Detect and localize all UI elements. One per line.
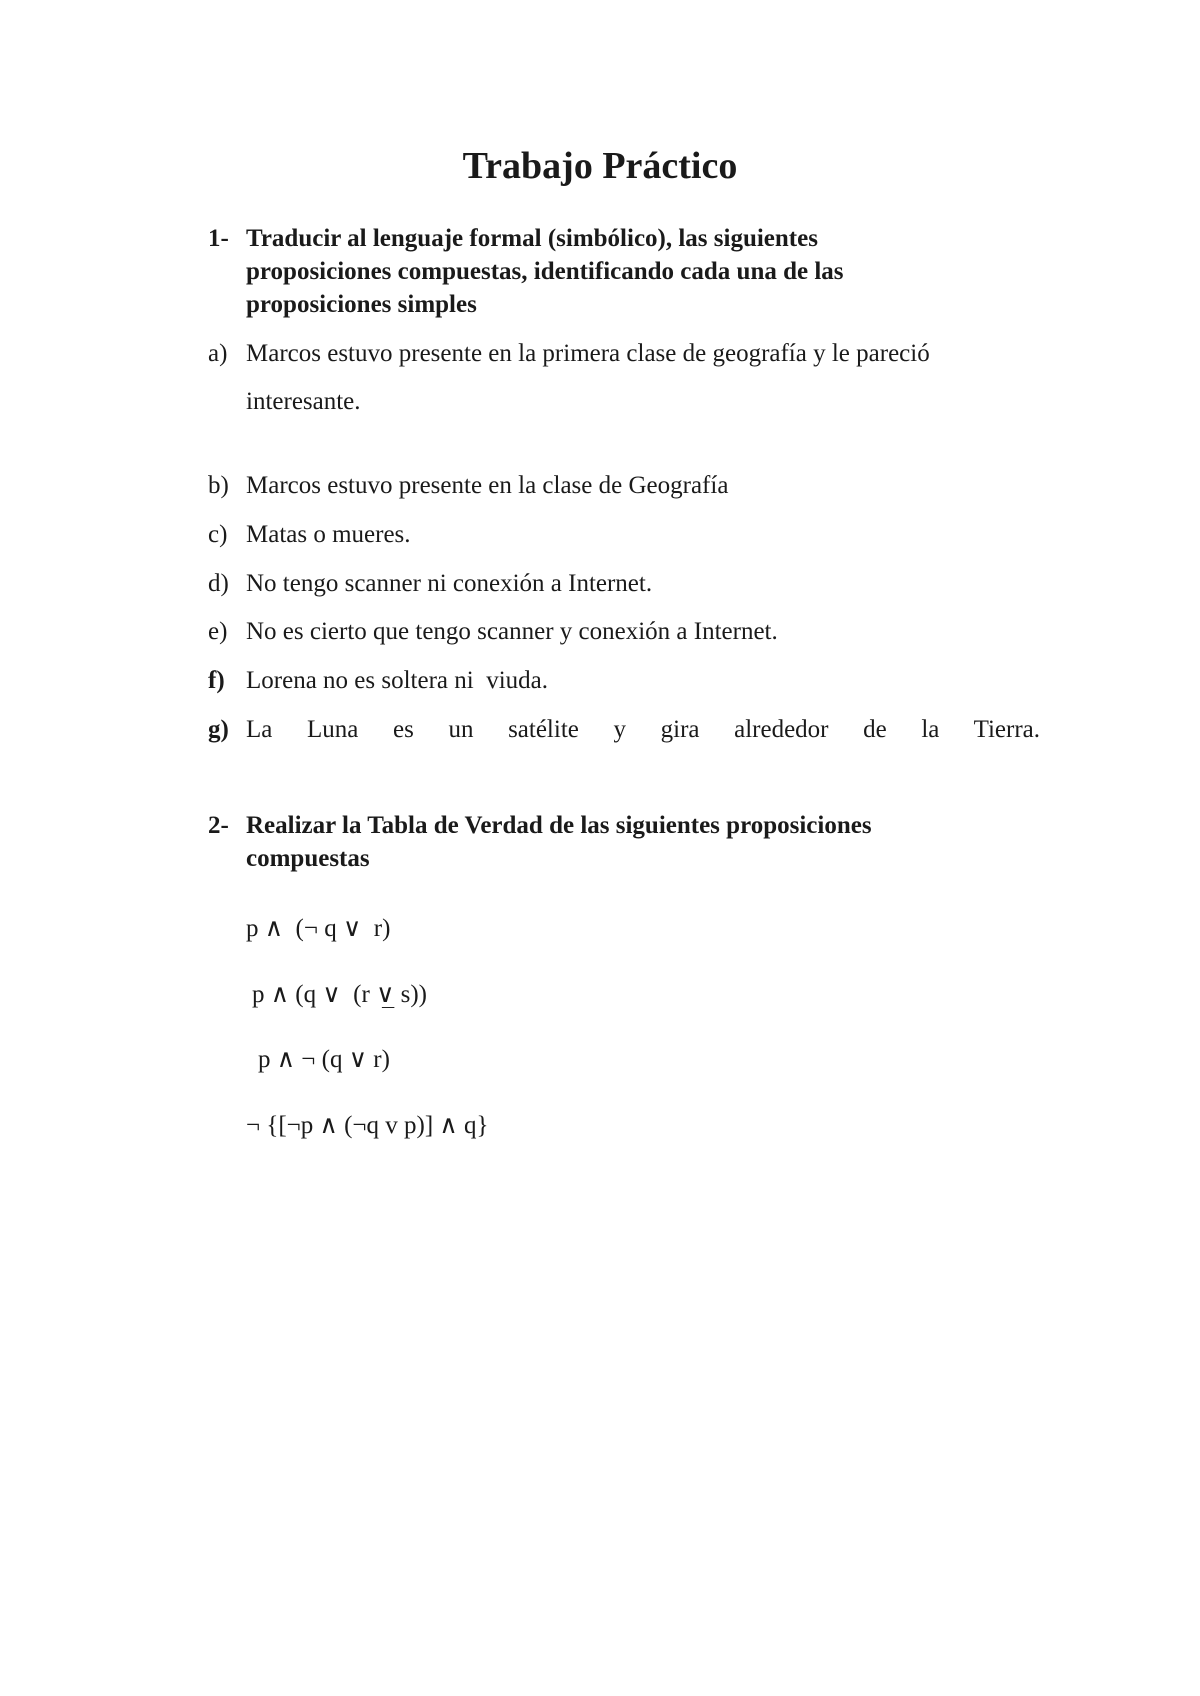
- list-item-g: [208, 706, 1040, 754]
- section-1-heading-line-1: Traducir al lenguaje formal (simbólico), las siguientes: [246, 225, 818, 252]
- list-item-label: d): [208, 570, 229, 597]
- formula-1: p ∧ (¬ q ∨ r): [246, 915, 391, 942]
- list-item-label: g): [208, 716, 229, 743]
- list-item-label: c): [208, 521, 228, 548]
- list-item-label: b): [208, 472, 229, 499]
- list-item-e: [208, 608, 1040, 656]
- section-2-heading-line-2: compuestas: [246, 845, 370, 872]
- section-1-number: 1-: [208, 225, 229, 252]
- document-title: Trabajo Práctico: [462, 145, 738, 187]
- section-2-heading-line-1: Realizar la Tabla de Verdad de las siguientes proposiciones: [246, 812, 872, 839]
- list-item-text: Marcos estuvo presente en la primera clase de geografía y le pareció interesante.: [246, 340, 930, 415]
- list-item-text: No tengo scanner ni conexión a Internet.: [246, 570, 653, 597]
- section-1-heading-line-2: proposiciones compuestas, identificando cada una de las: [246, 258, 844, 285]
- list-item-c: [208, 511, 1040, 559]
- list-item-label: e): [208, 618, 228, 645]
- list-item-a: [208, 330, 1040, 426]
- list-item-text: Marcos estuvo presente en la clase de Geografía: [246, 472, 729, 499]
- list-item-label: a): [208, 340, 228, 367]
- list-item-b: [208, 462, 1040, 510]
- list-item-d: [208, 560, 1040, 608]
- section-1-heading-line-3: proposiciones simples: [246, 291, 477, 318]
- section-2-heading: [208, 809, 1008, 875]
- list-item-f: [208, 657, 1040, 705]
- section-1-heading: [208, 222, 1008, 321]
- list-item-text: La Luna es un satélite y gira alrededor de la Tierra.: [246, 716, 1040, 743]
- list-item-text: Lorena no es soltera ni viuda.: [246, 667, 548, 694]
- section-2-number: 2-: [208, 812, 229, 839]
- formula-4: ¬ {[¬p ∧ (¬q v p)] ∧ q}: [246, 1112, 489, 1139]
- list-item-text: Matas o mueres.: [246, 521, 411, 548]
- formula-3: p ∧ ¬ (q ∨ r): [258, 1046, 390, 1073]
- formula-2: p ∧ (q ∨ (r ∨̲ s)): [252, 981, 427, 1008]
- list-item-text: No es cierto que tengo scanner y conexión a Internet.: [246, 618, 778, 645]
- list-item-label: f): [208, 667, 225, 694]
